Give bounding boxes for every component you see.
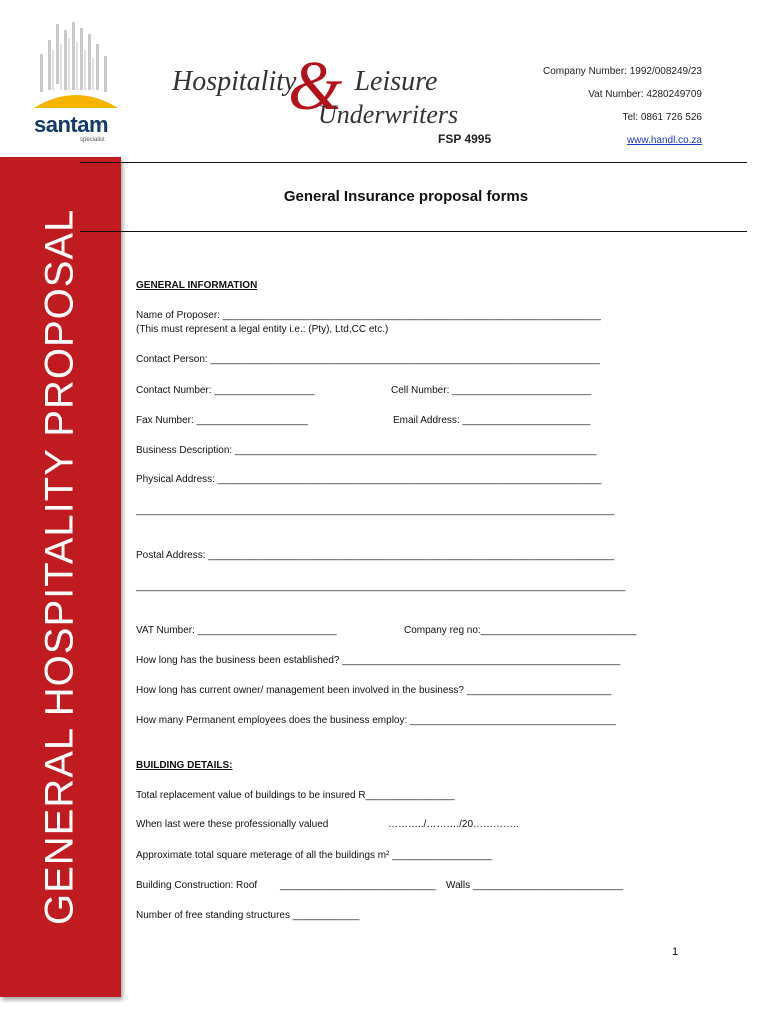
santam-subtitle: specialist	[80, 137, 105, 143]
contact-number-field: Contact Number: __________________	[136, 385, 315, 396]
document-title: General Insurance proposal forms	[283, 188, 529, 205]
legal-entity-note: (This must represent a legal entity i.e.: (Pty), Ltd,CC etc.)	[136, 324, 389, 335]
cell-number-field: Cell Number: _________________________	[391, 385, 592, 396]
email-address-field: Email Address: _______________________	[393, 415, 591, 426]
hl-logo-ampersand: &	[288, 48, 343, 125]
replacement-value-field: Total replacement value of buildings to be insured R________________	[136, 790, 455, 801]
last-valued-date-field: ………../………./20…………..	[388, 819, 519, 830]
owner-involved-field: How long has current owner/ management been involved in the business? __________________________	[136, 685, 612, 696]
building-construction-label: Building Construction: Roof	[136, 880, 258, 891]
building-details-heading: BUILDING DETAILS:	[136, 760, 233, 771]
fax-number-field: Fax Number: ____________________	[136, 415, 308, 426]
roof-field: ____________________________	[280, 880, 436, 891]
free-standing-structures-field: Number of free standing structures ____________	[136, 910, 360, 921]
hl-logo-hospitality: Hospitality	[172, 66, 297, 97]
business-established-field: How long has the business been established? __________________________________________________	[136, 655, 621, 666]
business-description-field: Business Description: _________________________________________________________________	[136, 445, 597, 456]
permanent-employees-field: How many Permanent employees does the business employ: _____________________________________	[136, 715, 616, 726]
hl-logo-line1	[172, 66, 437, 98]
hl-logo-fsp: FSP 4995	[438, 132, 492, 146]
sidebar-title: GENERAL HOSPITALITY PROPOSAL	[37, 208, 82, 925]
hl-logo-leisure: Leisure	[354, 66, 438, 97]
company-number: Company Number: 1992/008249/23	[543, 66, 702, 77]
name-of-proposer-field: Name of Proposer: ____________________________________________________________________	[136, 310, 601, 321]
website-link[interactable]: www.handl.co.za	[626, 135, 702, 146]
postal-address-continued: ________________________________________________________________________________________	[136, 581, 626, 592]
header-rule-top	[80, 162, 747, 163]
page-number: 1	[672, 946, 679, 958]
company-reg-no-field: Company reg no:____________________________	[404, 625, 637, 636]
vat-number: Vat Number: 4280249709	[588, 89, 702, 100]
santam-wordmark: santam	[34, 112, 109, 137]
telephone: Tel: 0861 726 526	[622, 112, 702, 123]
physical-address-continued: ______________________________________________________________________________________	[136, 505, 615, 516]
physical-address-field: Physical Address: _____________________________________________________________________	[136, 474, 602, 485]
last-valued-label: When last were these professionally valued	[136, 819, 329, 830]
walls-field: Walls ___________________________	[446, 880, 624, 891]
general-information-heading: GENERAL INFORMATION	[136, 280, 258, 291]
square-meterage-field: Approximate total square meterage of all the buildings m² __________________	[136, 850, 493, 861]
hl-logo-underwriters: Underwriters	[318, 100, 459, 129]
postal-address-field: Postal Address: _________________________________________________________________________	[136, 550, 615, 561]
vat-number-field: VAT Number: _________________________	[136, 625, 337, 636]
header-rule-bottom	[80, 231, 747, 232]
contact-person-field: Contact Person: ______________________________________________________________________	[136, 354, 600, 365]
